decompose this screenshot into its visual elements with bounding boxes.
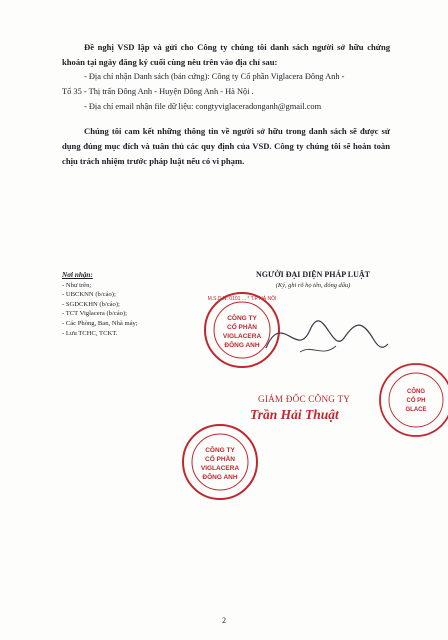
recipient-item: - UBCKNN (b/cáo); bbox=[62, 291, 116, 299]
commitment-paragraph bbox=[62, 124, 390, 170]
partial-seal-icon bbox=[368, 360, 448, 440]
page-number: 2 bbox=[222, 616, 226, 625]
recipients-block bbox=[62, 271, 212, 338]
request-line-2: chứng khoán tại ngày đăng ký cuối cùng nêu trên vào địa chỉ sau: bbox=[62, 42, 391, 68]
recipient-item: - Như trên; bbox=[62, 281, 92, 289]
recipient-item: - Các Phòng, Ban, Nhà máy; bbox=[62, 319, 138, 327]
company-seal-duplicate-icon bbox=[180, 422, 260, 502]
director-title: GIÁM ĐỐC CÔNG TY bbox=[258, 394, 351, 404]
commitment-line-1: Chúng tôi cam kết những thông tin về người sở hữu trong danh sách sẽ bbox=[84, 126, 357, 136]
seal-line-1: CÔNG TY bbox=[227, 315, 257, 322]
recipient-item: - TCT Viglacera (b/cáo); bbox=[62, 310, 127, 318]
signature-heading: NGƯỜI ĐẠI DIỆN PHÁP LUẬT bbox=[256, 270, 370, 279]
request-line-1: Đề nghị VSD lập và gửi cho Công ty chúng tôi danh sách người sở hữu bbox=[84, 42, 364, 52]
seal-line-3: VIGLACERA bbox=[222, 333, 262, 340]
address-line-2: Tổ 35 - Thị trấn Đông Anh - Huyện Đông Anh - Hà Nội . bbox=[62, 87, 254, 96]
commitment-line-2: được sử dụng đúng mục đích và tuân thủ các quy định của VSD. Công ty chúng bbox=[62, 126, 390, 152]
address-line-1: - Địa chỉ nhận Danh sách (bản cứng): Công ty Cổ phần Viglacera Đông Anh - bbox=[84, 72, 345, 81]
seal-line-2: CỔ PHẦN bbox=[227, 324, 257, 331]
seal-ring-text: M.S.D.N: 0101 ... * T.P HÀ NỘI bbox=[207, 296, 277, 302]
recipient-item: - Lưu TCHC, TCKT. bbox=[62, 329, 118, 337]
recipient-item: - SGDCKHN (b/cáo); bbox=[62, 300, 120, 308]
svg-text:VIGLACERA: VIGLACERA bbox=[200, 465, 240, 472]
svg-text:CÔNG: CÔNG bbox=[407, 389, 425, 395]
commitment-line-3: tôi sẽ hoàn toàn chịu trách nhiệm trước pháp luật nếu có vi phạm. bbox=[62, 141, 390, 167]
svg-text:CỔ PH: CỔ PH bbox=[406, 398, 426, 404]
email-line: - Địa chỉ email nhận file dữ liệu: congtyviglaceradonganh@gmail.com bbox=[84, 102, 322, 111]
seal-line-4: ĐÔNG ANH bbox=[224, 342, 260, 349]
svg-text:CÔNG TY: CÔNG TY bbox=[205, 447, 235, 454]
director-name: Trần Hải Thuật bbox=[250, 407, 339, 422]
svg-text:ĐÔNG ANH: ĐÔNG ANH bbox=[202, 474, 238, 481]
request-paragraph bbox=[62, 40, 390, 70]
svg-text:GLACE: GLACE bbox=[405, 407, 427, 413]
recipients-heading: Nơi nhận: bbox=[62, 271, 93, 279]
svg-text:CỔ PHẦN: CỔ PHẦN bbox=[205, 456, 235, 463]
signature-subheading: (Ký, ghi rõ họ tên, đóng dấu) bbox=[275, 282, 351, 289]
